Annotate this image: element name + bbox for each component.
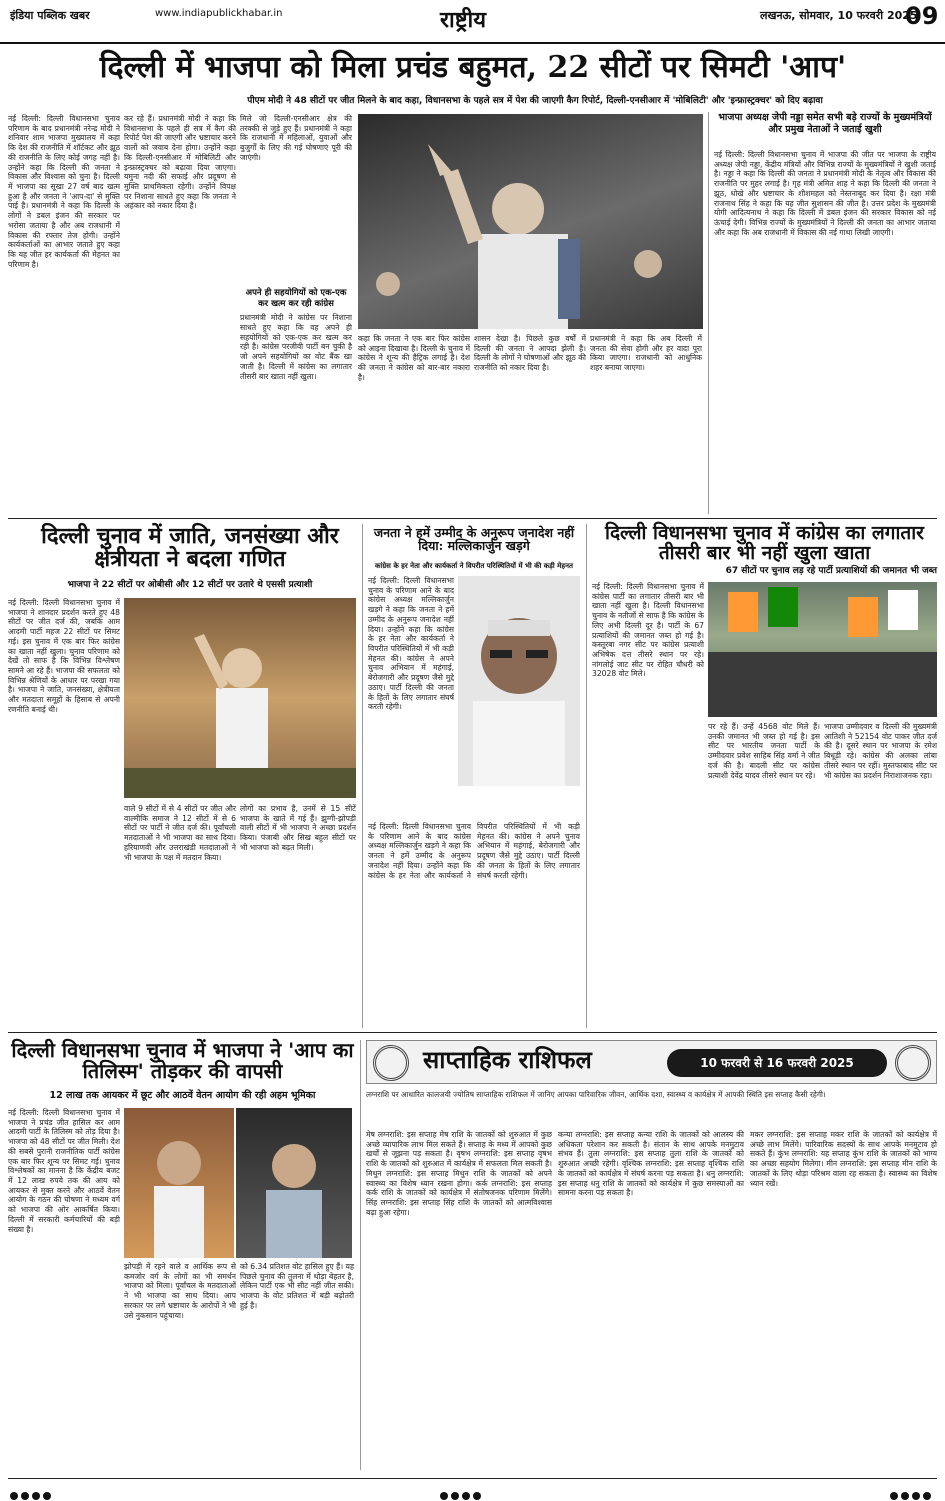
congress-column-3: भाजपा उम्मीदवार व दिल्ली की मुख्यमंत्री आतिशी ने 52154 वोट पाकर जीत दर्ज की है। दूसरे स्थान पर भाजपा के रमेश बिधूड़ी रहे। कांग्रेस की अलका लांबा तीसरे स्थान पर रहीं। मुस्तफाबाद सीट पर भी कांग्रेस का प्रदर्शन निराशाजनक रहा। (824, 722, 937, 780)
amit-shah-photo (124, 1108, 234, 1258)
lead-column-6: प्रधानमंत्री ने कहा कि अब दिल्ली में जनता की सेवा होगी और हर वादा पूरा किया जाएगा। राजधानी को आधुनिक शहर बनाया जाएगा। (590, 334, 702, 373)
paper-url[interactable]: www.indiapublickhabar.in (155, 8, 283, 19)
kharge-body-continued: नई दिल्ली: दिल्ली विधानसभा चुनाव के परिणाम आने के बाद कांग्रेस अध्यक्ष मल्लिकार्जुन खड़गे ने कहा कि जनता ने हमें उम्मीद के अनुरूप जनादेश नहीं दिया। उन्होंने कहा कि कांग्रेस के हर नेता और कार्यकर्ता ने विपरीत परिस्थितियों में भी कड़ी मेहनत की। कांग्रेस ने अपने चुनाव अभियान में महंगाई, बेरोजगारी और प्रदूषण जैसे मुद्दे उठाए। पार्टी दिल्ली की जनता के हितों के लिए लगातार संघर्ष करती रहेगी। (368, 822, 580, 880)
lead-column-3: मिले जो दिल्ली-एनसीआर क्षेत्र की तरक्की से जुड़े हुए हैं। प्रधानमंत्री ने कहा कि राजधानी में महिलाओं, युवाओं और बुजुर्गों के लिए की गई घोषणाएं पूरी की जाएंगी। (240, 114, 352, 162)
caste-headline: दिल्ली चुनाव में जाति, जनसंख्या और क्षेत्रीयता ने बदला गणित (41, 523, 339, 573)
kejriwal-photo (236, 1108, 352, 1258)
congress-rally-photo (708, 582, 937, 717)
footer-dots-left (10, 1485, 54, 1501)
caste-column-2: वाले 9 सीटों में से 4 सीटों पर जीत और वाल्मीकि समाज ने 12 सीटों में से 6 सीटों पर पार्टी ने जीत दर्ज की। पूर्वांचली मतदाताओं ने भी भाजपा का साथ दिया। हरियाणवी और उत्तराखंडी मतदाताओं ने भी भाजपा के पक्ष में मतदान किया। (124, 804, 236, 862)
lead-column-3-wrap (240, 114, 352, 514)
photo-illustration (124, 1108, 234, 1258)
rashifal-dates: 10 फरवरी से 16 फरवरी 2025 (667, 1049, 887, 1077)
kharge-photo (458, 576, 580, 786)
section-title: राष्ट्रीय (440, 7, 487, 33)
lead-column-4: कहा कि जनता ने एक बार फिर कांग्रेस को आइना दिखाया है। दिल्ली के चुनाव में कांग्रेस ने शून्य की हैट्रिक लगाई है। देश की जनता ने कांग्रेस को बार-बार नकारा है। (358, 334, 470, 382)
column-divider (362, 524, 363, 1028)
rashifal-header (366, 1040, 937, 1084)
modi-rally-photo (358, 114, 703, 329)
paper-name: इंडिया पब्लिक खबर (10, 9, 90, 22)
masthead (0, 0, 945, 44)
rashifal-intro: लग्नराशि पर आधारित कालजयी ज्योतिष साप्ताहिक राशिफल में जानिए आपका पारिवारिक जीवन, आर्थिक दशा, स्वास्थ्य व कार्यक्षेत्र में आपकी स्थिति इस सप्ताह कैसी रहेगी। (366, 1090, 826, 1099)
congress-headline: दिल्ली विधानसभा चुनाव में कांग्रेस का लगातार तीसरी बार भी नहीं खुला खाता (605, 522, 924, 564)
bjp-return-column-3: को 6.34 प्रतिशत वोट हासिल हुए हैं। यह पिछले चुनाव की तुलना में थोड़ा बेहतर है, लेकिन पार्टी एक भी सीट नहीं जीत सकी। भाजपा के वोट प्रतिशत में बड़ी बढ़ोतरी हुई है। (240, 1262, 354, 1310)
rashifal-column-3: मकर लग्नराशि: इस सप्ताह मकर राशि के जातकों को कार्यक्षेत्र में अच्छे लाभ मिलेंगे। पारिवारिक सदस्यों के साथ आपके मनमुटाव हो सकते हैं। कुंभ लग्नराशि: यह सप्ताह कुंभ राशि के जातकों को भाग्य का अच्छा सहयोग मिलेगा। मीन लग्नराशि: इस सप्ताह मीन राशि के जातकों के लिए थोड़ा परिश्रम वाला रह सकता है। स्वास्थ्य का विशेष ध्यान रखें। (750, 1130, 937, 1188)
bjp-leader-photo (124, 598, 356, 798)
congress-subheadline: 67 सीटों पर चुनाव लड़ रहे पार्टी प्रत्याशियों की जमानत भी जब्त (725, 566, 937, 576)
section-divider (8, 518, 937, 519)
lead-column-2: कर रहे हैं। प्रधानमंत्री मोदी ने कहा कि विधानसभा के पहले ही सत्र में कैग की रिपोर्ट पेश की जाएगी और भ्रष्टाचार करने वालों को जवाब देना होगा। उन्होंने कहा कि दिल्ली-एनसीआर में मोबिलिटी और इन्फ्रास्ट्रक्चर को बढ़ावा दिया जाएगा। यमुना नदी की सफाई और प्रदूषण से मुक्ति प्राथमिकता रहेगी। उन्होंने विपक्ष पर निशाना साधते हुए कहा कि जनता ने अहंकार को नकार दिया है। (124, 114, 236, 211)
lead-subheadline: पीएम मोदी ने 48 सीटों पर जीत मिलने के बाद कहा, विधानसभा के पहले सत्र में पेश की जाएगी कैग रिपोर्ट, दिल्ली-एनसीआर में 'मोबिलिटी' और 'इन्फ्रास्ट्रक्चर' को दिए बढ़ावा (247, 96, 823, 106)
column-divider (360, 1040, 361, 1470)
caste-column-1: नई दिल्ली: दिल्ली विधानसभा चुनाव में भाजपा ने शानदार प्रदर्शन करते हुए 48 सीटों पर जीत दर्ज की, जबकि आम आदमी पार्टी महज 22 सीटों पर सिमट गई। इस चुनाव में एक बार फिर कांग्रेस का खाता नहीं खुला। चुनाव परिणाम को देखें तो साफ है कि विभिन्न विश्लेषण सामने आ रहे हैं। भाजपा की सफलता को विभिन्न श्रेणियों के आधार पर परखा गया है। भाजपा ने जाति, जनसंख्या, क्षेत्रीयता और मतदाता समूहों के हिसाब से अपनी रणनीति बनाई थी। (8, 598, 120, 714)
kharge-body: नई दिल्ली: दिल्ली विधानसभा चुनाव के परिणाम आने के बाद कांग्रेस अध्यक्ष मल्लिकार्जुन खड़गे ने कहा कि जनता ने हमें उम्मीद के अनुरूप जनादेश नहीं दिया। उन्होंने कहा कि कांग्रेस के हर नेता और कार्यकर्ता ने विपरीत परिस्थितियों में भी कड़ी मेहनत की। कांग्रेस ने अपने चुनाव अभियान में महंगाई, बेरोजगारी और प्रदूषण जैसे मुद्दे उठाए। पार्टी दिल्ली की जनता के हितों के लिए लगातार संघर्ष करती रहेगी। (368, 576, 454, 712)
kharge-headline: जनता ने हमें उम्मीद के अनुरूप जनादेश नहीं दिया: मल्लिकार्जुन खड़गे (373, 525, 575, 554)
congress-column-1: नई दिल्ली: दिल्ली विधानसभा चुनाव में कांग्रेस पार्टी का लगातार तीसरी बार भी खाता नहीं खुला है। दिल्ली विधानसभा चुनाव के नतीजों से साफ है कि कांग्रेस के लिए अभी दिल्ली दूर है। पार्टी के 67 प्रत्याशियों की जमानत जब्त हो गई है। कस्तूरबा नगर सीट पर कांग्रेस प्रत्याशी अभिषेक दत्त तीसरे स्थान पर रहे। नांगलोई जाट सीट पर रोहित चौधरी को 32028 वोट मिले। (592, 582, 704, 679)
rashifal-title: साप्ताहिक राशिफल (423, 1045, 592, 1074)
page-number: 09 (905, 2, 939, 30)
photo-illustration (124, 598, 356, 798)
lead-inline-subhead: अपने ही सहयोगियों को एक-एक कर खत्म कर रही कांग्रेस (245, 288, 347, 309)
right-lead-headline: भाजपा अध्यक्ष जेपी नड्डा समेत सभी बड़े राज्यों के मुख्यमंत्रियों और प्रमुख नेताओं ने जताई खुशी (718, 112, 932, 135)
rashifal-column-1: मेष लग्नराशि: इस सप्ताह मेष राशि के जातकों को शुरुआत में कुछ अच्छे व्यापारिक लाभ मिल सकते हैं। सप्ताह के मध्य में आपको कुछ खर्चों से जूझना पड़ सकता है। वृषभ लग्नराशि: इस सप्ताह वृषभ राशि के जातकों को शुरुआत में कार्यक्षेत्र में सफलता मिल सकती है। मिथुन लग्नराशि: इस सप्ताह मिथुन राशि के जातकों को अपने स्वास्थ्य का विशेष ध्यान रखना होगा। कर्क लग्नराशि: इस सप्ताह कर्क राशि के जातकों को कार्यक्षेत्र में संतोषजनक परिणाम मिलेंगे। सिंह लग्नराशि: इस सप्ताह सिंह राशि के जातकों को आत्मविश्वास बढ़ा हुआ रहेगा। (366, 1130, 552, 1217)
column-divider (586, 524, 587, 1028)
rashifal-column-2: कन्या लग्नराशि: इस सप्ताह कन्या राशि के जातकों को आलस्य की अधिकता परेशान कर सकती है। संतान के साथ आपके मनमुटाव संभव हैं। तुला लग्नराशि: इस सप्ताह तुला राशि के जातकों को शुरुआत अच्छी रहेगी। वृश्चिक लग्नराशि: इस सप्ताह वृश्चिक राशि के जातकों को कार्यक्षेत्र में संघर्ष करना पड़ सकता है। धनु लग्नराशि: इस सप्ताह धनु राशि के जातकों को कार्यक्षेत्र में कुछ समस्याओं का सामना करना पड़ सकता है। (558, 1130, 744, 1198)
caste-column-3: लोगों का प्रभाव है, उनमें से 15 सीटें भाजपा के खाते में गई हैं। झुग्गी-झोपड़ी वाली सीटों में भी भाजपा ने अच्छा प्रदर्शन किया। पंजाबी और सिख बहुल सीटों पर भी भाजपा को बढ़त मिली। (240, 804, 356, 852)
lead-column-5: शासन देखा है। पिछले कुछ वर्षों में दिल्ली की जनता ने आपदा झेली है। दिल्ली के लोगों ने घोषणाओं और झूठ की राजनीति को नकार दिया है। (474, 334, 586, 373)
congress-column-2: पर रहे हैं। उन्हें 4568 वोट मिले हैं। उनकी जमानत भी जब्त हो गई है। इस सीट पर भारतीय जनता पार्टी के उम्मीदवार प्रवेश साहिब सिंह वर्मा ने जीत दर्ज की है। बादली सीट पर कांग्रेस प्रत्याशी देवेंद्र यादव तीसरे स्थान पर रहे। (708, 722, 820, 780)
bjp-return-headline: दिल्ली विधानसभा चुनाव में भाजपा ने 'आप का तिलिस्म' तोड़कर की वापसी (11, 1038, 354, 1083)
zodiac-wheel-icon (895, 1045, 931, 1081)
lead-column-1: नई दिल्ली: दिल्ली विधानसभा चुनाव परिणाम के बाद प्रधानमंत्री नरेन्द्र मोदी ने शनिवार शाम भाजपा मुख्यालय में कहा कि देश की राजनीति में शॉर्टकट और झूठ की राजनीति के लिए कोई जगह नहीं है। उन्होंने कहा कि दिल्ली की जनता ने विकास और विश्वास को चुना है। दिल्ली में भाजपा का सूखा 27 वर्ष बाद खत्म हुआ है और जनता ने 'आप-दा' से मुक्ति पाई है। प्रधानमंत्री ने कहा कि दिल्ली के लोगों ने डबल इंजन की सरकार पर भरोसा जताया है और अब राजधानी में विकास की रफ्तार तेज होगी। उन्होंने कार्यकर्ताओं का आभार जताते हुए कहा कि यह जीत हर कार्यकर्ता की मेहनत का परिणाम है। (8, 114, 120, 269)
footer-dots-center (440, 1485, 484, 1501)
bjp-return-subheadline: 12 लाख तक आयकर में छूट और आठवें वेतन आयोग की रही अहम भूमिका (49, 1090, 316, 1101)
bjp-return-column-1: नई दिल्ली: दिल्ली विधानसभा चुनाव में भाजपा ने प्रचंड जीत हासिल कर आम आदमी पार्टी के तिलिस्म को तोड़ दिया है। भाजपा को 48 सीटों पर जीत मिली। देश की सबसे पुरानी राजनीतिक पार्टी कांग्रेस एक बार फिर शून्य पर सिमट गई। चुनाव विश्लेषकों का मानना है कि केंद्रीय बजट में 12 लाख रुपये तक की आय को आयकर से मुक्त करने और आठवें वेतन आयोग के गठन की घोषणा ने मध्यम वर्ग को भाजपा की ओर आकर्षित किया। दिल्ली में सरकारी कर्मचारियों की बड़ी संख्या है। (8, 1108, 120, 1234)
issue-date: लखनऊ, सोमवार, 10 फरवरी 2025 (760, 9, 918, 22)
caste-subheadline: भाजपा ने 22 सीटों पर ओबीसी और 12 सीटों पर उतारे थे एससी प्रत्याशी (67, 580, 313, 590)
section-divider (8, 1032, 937, 1033)
column-divider (708, 112, 709, 514)
footer-dots-right (890, 1485, 934, 1501)
photo-illustration (458, 576, 580, 786)
lead-headline: दिल्ली में भाजपा को मिला प्रचंड बहुमत, 22 सीटों पर सिमटी 'आप' (99, 50, 847, 85)
zodiac-wheel-icon (373, 1045, 409, 1081)
photo-illustration (358, 114, 703, 329)
footer-rule (8, 1478, 937, 1479)
photo-illustration (236, 1108, 352, 1258)
photo-illustration (708, 582, 937, 717)
right-lead-body: नई दिल्ली: दिल्ली विधानसभा चुनाव में भाजपा की जीत पर भाजपा के राष्ट्रीय अध्यक्ष जेपी नड्डा, केंद्रीय मंत्रियों और विभिन्न राज्यों के मुख्यमंत्रियों ने खुशी जताई है। नड्डा ने कहा कि दिल्ली की जनता ने प्रधानमंत्री मोदी के नेतृत्व और विकास की राजनीति पर मुहर लगाई है। गृह मंत्री अमित शाह ने कहा कि दिल्ली की जनता ने झूठ, धोखे और भ्रष्टाचार के शीशमहल को नेस्तनाबूद कर दिया है। रक्षा मंत्री राजनाथ सिंह ने कहा कि यह जीत सुशासन की जीत है। उत्तर प्रदेश के मुख्यमंत्री योगी आदित्यनाथ ने कहा कि दिल्ली में डबल इंजन की सरकार विकास को नई ऊंचाई देगी। विभिन्न राज्यों के मुख्यमंत्रियों ने दिल्ली की जनता का आभार जताया और कहा कि अब राजधानी में विकास की नई गाथा लिखी जाएगी। (714, 150, 936, 237)
bjp-return-column-2: झोपड़ी में रहने वाले व आर्थिक रूप से कमजोर वर्ग के लोगों का भी समर्थन भाजपा को मिला। पूर्वांचल के मतदाताओं ने भी भाजपा का साथ दिया। आप सरकार पर लगे भ्रष्टाचार के आरोपों ने भी उसे नुकसान पहुंचाया। (124, 1262, 236, 1320)
lead-column-3-more: प्रधानमंत्री मोदी ने कांग्रेस पर निशाना साधते हुए कहा कि वह अपने ही सहयोगियों को एक-एक कर खत्म कर रही है। कांग्रेस परजीवी पार्टी बन चुकी है जो अपने सहयोगियों का वोट बैंक खा जाती है। दिल्ली में कांग्रेस का लगातार तीसरी बार खाता नहीं खुला। (240, 313, 352, 381)
kharge-subheadline: कांग्रेस के हर नेता और कार्यकर्ता ने विपरीत परिस्थितियों में भी की कड़ी मेहनत (375, 562, 573, 570)
